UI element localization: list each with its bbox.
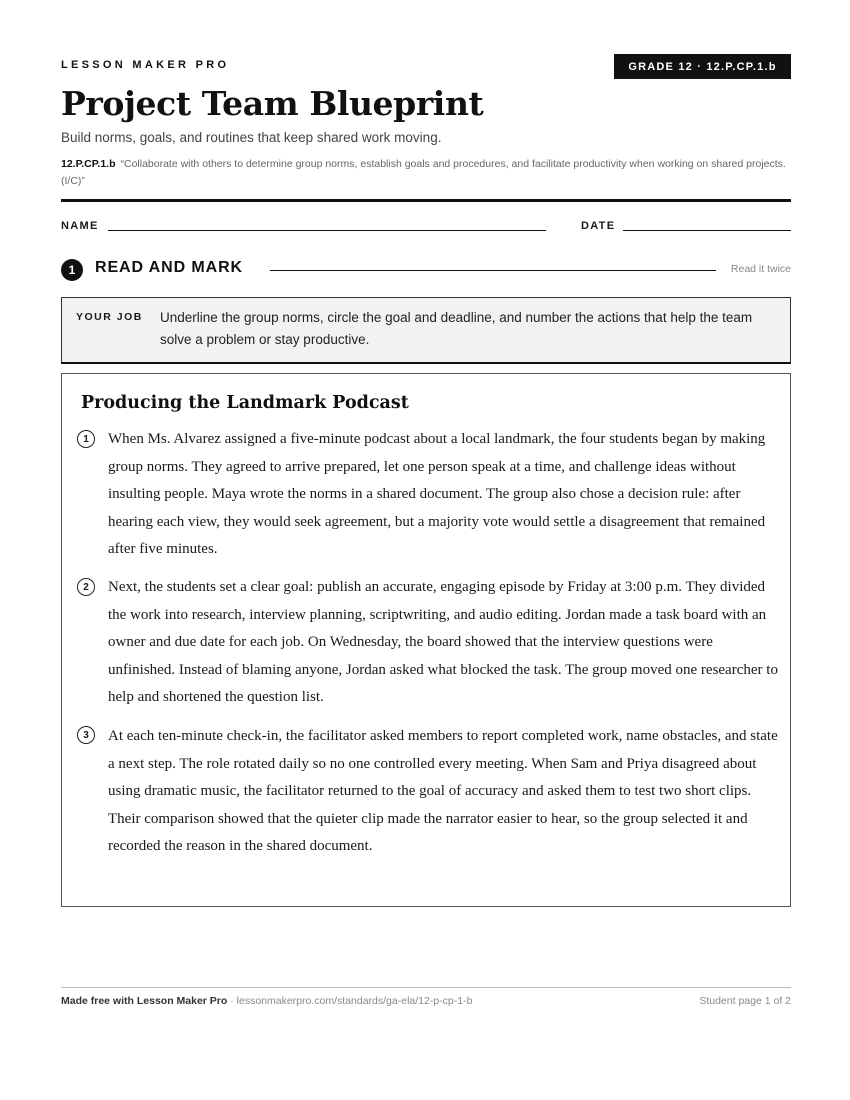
passage-paragraph-2: Next, the students set a clear goal: publish an accurate, engaging episode by Friday at 3:00 p.m. They divided the work into research, interview planning, scriptwriting, and audio editing. Jordan made a task board with an owner and due date for each job. On Wednesday, the board showed that the interview questions were unfinished. Instead of blaming anyone, Jordan asked what blocked the task. The group moved one researcher to help and shortened the question list. bbox=[108, 579, 778, 706]
section-divider bbox=[270, 270, 716, 271]
section-title: READ AND MARK bbox=[95, 259, 243, 276]
standard-text: “Collaborate with others to determine group norms, establish goals and procedures, and facilitate productivity when working on shared projects. (I/C)” bbox=[61, 158, 786, 187]
name-label: NAME bbox=[61, 220, 99, 232]
footer-url[interactable]: lessonmakerpro.com/standards/ga-ela/12-p-cp-1-b bbox=[236, 995, 473, 1007]
paragraph-number-1: 1 bbox=[77, 430, 95, 448]
passage-paragraph-3: At each ten-minute check-in, the facilitator asked members to report completed work, name obstacles, and state a next step. The role rotated daily so no one controlled every meeting. When Sam and Priya disagreed about using dramatic music, the facilitator returned to the goal of accuracy and asked them to test two short clips. Their comparison showed that the quieter clip made the narrator easier to hear, so the group selected it and recorded the reason in the shared document. bbox=[108, 728, 778, 855]
page-subtitle: Build norms, goals, and routines that keep shared work moving. bbox=[61, 130, 442, 145]
date-label: DATE bbox=[581, 220, 616, 232]
your-job-box bbox=[61, 297, 791, 364]
paragraph-number-2: 2 bbox=[77, 578, 95, 596]
your-job-label: YOUR JOB bbox=[76, 311, 143, 323]
your-job-instructions: Underline the group norms, circle the goal and deadline, and number the actions that help the team solve a problem or stay productive. bbox=[160, 310, 753, 347]
header-divider bbox=[61, 199, 791, 202]
footer-page-number: Student page 1 of 2 bbox=[699, 995, 791, 1007]
standard-code: 12.P.CP.1.b bbox=[61, 158, 116, 170]
name-field-line[interactable] bbox=[108, 230, 546, 231]
footer-separator: · bbox=[227, 995, 237, 1007]
section-note: Read it twice bbox=[730, 263, 791, 275]
reading-passage bbox=[61, 373, 791, 907]
footer-made-with: Made free with Lesson Maker Pro bbox=[61, 995, 228, 1007]
section-number-badge: 1 bbox=[61, 259, 83, 281]
footer-credit bbox=[61, 995, 472, 1007]
passage-paragraph-1: When Ms. Alvarez assigned a five-minute podcast about a local landmark, the four students began by making group norms. They agreed to arrive prepared, let one person speak at a time, and challenge ideas without insulting people. Maya wrote the norms in a shared document. The group also chose a decision rule: after hearing each view, they would seek agreement, but a majority vote would settle a disagreement that remained after five minutes. bbox=[108, 431, 766, 558]
brand-name: LESSON MAKER PRO bbox=[61, 59, 230, 71]
passage-title: Producing the Landmark Podcast bbox=[81, 393, 409, 413]
date-field-line[interactable] bbox=[623, 230, 791, 231]
footer-divider bbox=[61, 987, 791, 988]
paragraph-number-3: 3 bbox=[77, 726, 95, 744]
standard-statement bbox=[61, 156, 791, 190]
page-title: Project Team Blueprint bbox=[61, 84, 484, 123]
grade-badge: GRADE 12 · 12.P.CP.1.b bbox=[614, 54, 791, 79]
